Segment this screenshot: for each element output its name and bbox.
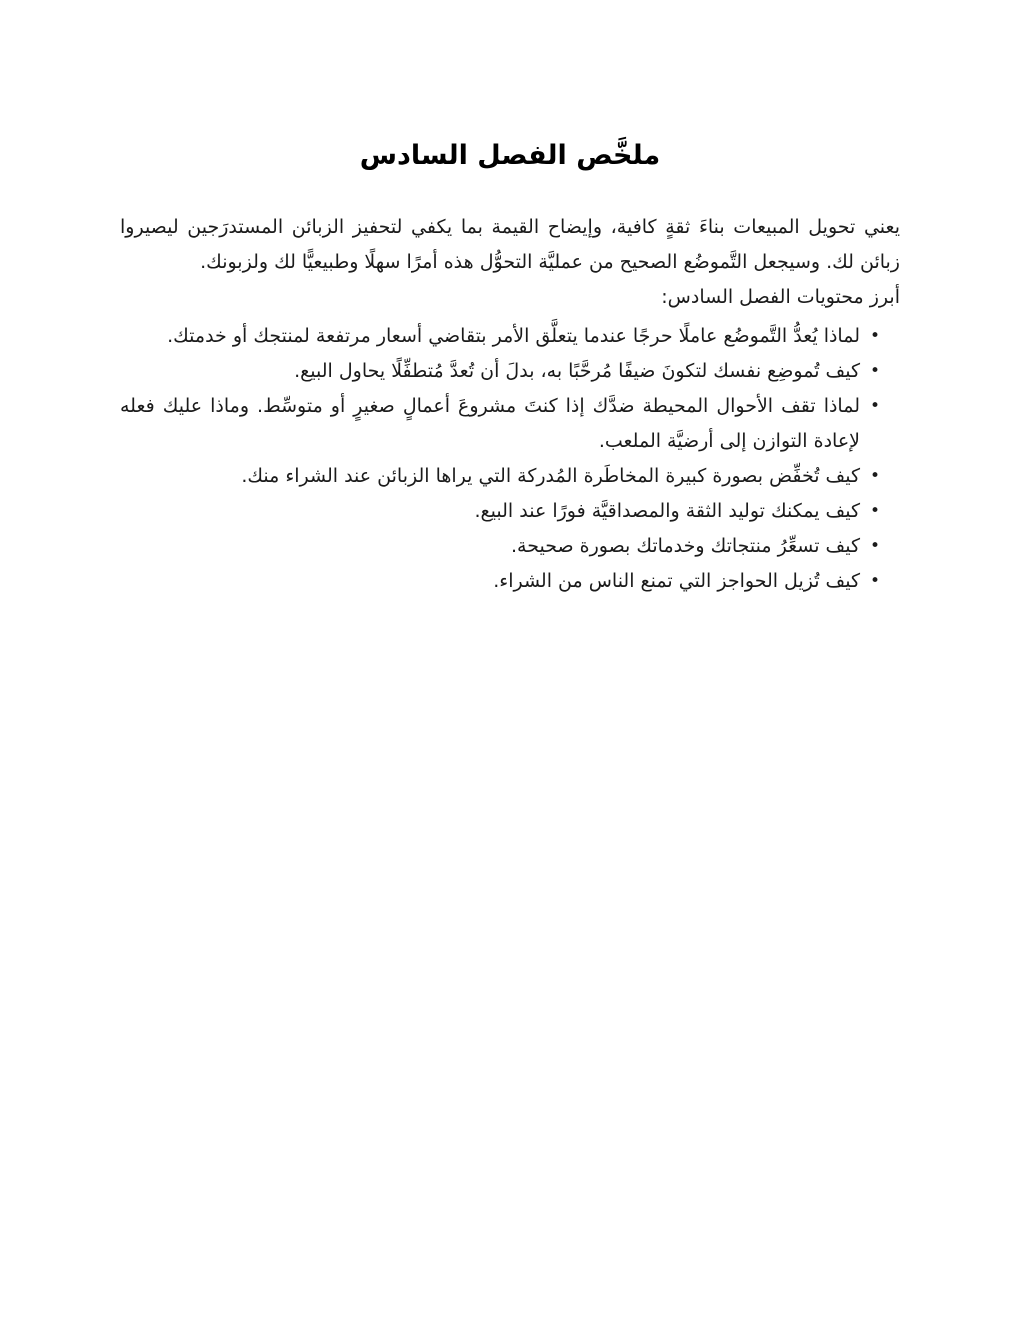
- page-content: [120, 0, 900, 599]
- list-item: [120, 564, 880, 599]
- list-item-text: لماذا تقف الأحوال المحيطة ضدَّك إذا كنتَ مشروعَ أعمالٍ صغيرٍ أو متوسِّط. وماذا عليك فعله لإعادة التوازن إلى أرضيَّة الملعب.: [120, 395, 860, 452]
- list-item-text: كيف تُموضِع نفسك لتكونَ ضيفًا مُرحَّبًا به، بدلَ أن تُعدَّ مُتطفِّلًا يحاول البيع.: [294, 360, 860, 382]
- bullet-icon: •: [869, 396, 880, 416]
- list-item-text: كيف تُزيل الحواجز التي تمنع الناس من الشراء.: [493, 570, 860, 592]
- bullet-icon: •: [869, 326, 880, 346]
- list-item: [120, 459, 880, 494]
- list-item: [120, 494, 880, 529]
- list-item: [120, 319, 880, 354]
- bullet-icon: •: [869, 571, 880, 591]
- list-item-text: كيف تُخفِّض بصورة كبيرة المخاطَرة المُدركة التي يراها الزبائن عند الشراء منك.: [241, 465, 860, 487]
- list-item-text: كيف يمكنك توليد الثقة والمصداقيَّة فورًا عند البيع.: [474, 500, 860, 522]
- list-item: [120, 529, 880, 564]
- list-intro: أبرز محتويات الفصل السادس:: [661, 286, 900, 308]
- chapter-highlights-list: [120, 319, 900, 599]
- intro-paragraph: يعني تحويل المبيعات بناءَ ثقةٍ كافية، وإيضاح القيمة بما يكفي لتحفيز الزبائن المستدرَجين ليصيروا زبائن لك. وسيجعل التَّموضُع الصحيح من عمليَّة التحوُّل هذه أمرًا سهلًا وطبيعيًّا لك ولزبونك.: [120, 216, 900, 273]
- bullet-icon: •: [869, 361, 880, 381]
- page-title: ملخَّص الفصل السادس: [359, 140, 661, 171]
- list-item-text: لماذا يُعدُّ التَّموضُع عاملًا حرجًا عندما يتعلَّق الأمر بتقاضي أسعار مرتفعة لمنتجك أو خدمتك.: [167, 325, 860, 347]
- bullet-icon: •: [869, 501, 880, 521]
- list-item: [120, 354, 880, 389]
- list-item: [120, 389, 880, 459]
- bullet-icon: •: [869, 536, 880, 556]
- list-item-text: كيف تسعِّرُ منتجاتك وخدماتك بصورة صحيحة.: [510, 535, 860, 557]
- bullet-icon: •: [869, 466, 880, 486]
